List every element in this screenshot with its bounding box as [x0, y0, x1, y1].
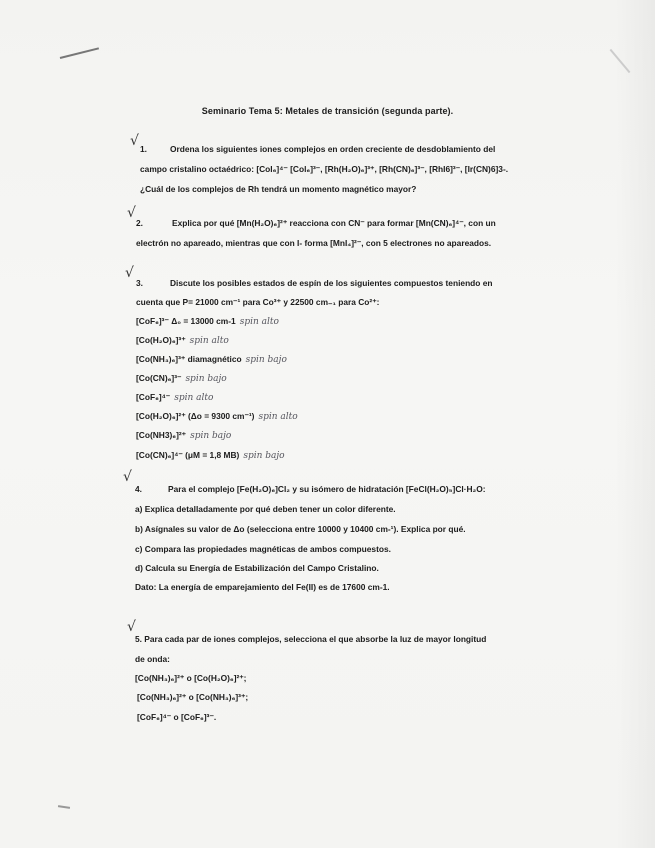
- handwritten-note: spin bajo: [245, 355, 287, 365]
- q3-line-2: cuenta que P= 21000 cm⁻¹ para Co³⁺ y 22500 cm₋₁ para Co²⁺:: [136, 297, 380, 307]
- q3-item: [136, 392, 213, 403]
- q3-item: [136, 430, 231, 441]
- q3-item-formula: [Co(H₂O)₆]³⁺: [136, 335, 186, 345]
- q4-part-d: d) Calcula su Energía de Estabilización del Campo Cristalino.: [135, 563, 379, 573]
- page-title: Seminario Tema 5: Metales de transición (segunda parte).: [201, 106, 454, 116]
- q5-pair: [Co(NH₃)₆]²⁺ o [Co(H₂O)₆]²⁺;: [135, 673, 247, 683]
- checkmark-icon: √: [127, 619, 136, 635]
- handwritten-note: spin alto: [174, 393, 214, 403]
- q3-number: 3.: [136, 278, 143, 288]
- q1-line-1: Ordena los siguientes iones complejos en orden creciente de desdoblamiento del: [170, 144, 496, 154]
- q3-item: [136, 316, 279, 327]
- q3-item-formula: [Co(NH₃)₆]³⁺ diamagnético: [136, 354, 242, 364]
- checkmark-icon: √: [130, 133, 139, 149]
- q3-item: [136, 411, 298, 422]
- handwritten-note: spin bajo: [190, 431, 232, 441]
- checkmark-icon: √: [125, 265, 134, 281]
- handwritten-note: spin bajo: [243, 451, 285, 461]
- q4-part-a: a) Explica detalladamente por qué deben tener un color diferente.: [135, 504, 396, 514]
- q3-item-formula: [Co(H₂O)₆]²⁺ (Δo = 9300 cm⁻¹): [136, 411, 255, 421]
- q5-line-2: de onda:: [135, 654, 170, 664]
- q3-item: [136, 335, 229, 346]
- q3-item: [136, 450, 285, 461]
- handwritten-note: spin alto: [258, 412, 298, 422]
- q4-data-note: Dato: La energía de emparejamiento del Fe(II) es de 17600 cm-1.: [135, 582, 390, 592]
- pen-dot-mark: [58, 805, 70, 809]
- q1-line-3: ¿Cuál de los complejos de Rh tendrá un momento magnético mayor?: [140, 184, 417, 194]
- q1-number: 1.: [140, 144, 147, 154]
- q4-part-c: c) Compara las propiedades magnéticas de ambos compuestos.: [135, 544, 391, 554]
- checkmark-icon: √: [123, 469, 132, 485]
- q4-line-1: Para el complejo [Fe(H₂O)₆]Cl₂ y su isómero de hidratación [FeCl(H₂O)₅]Cl·H₂O:: [168, 484, 486, 494]
- q4-number: 4.: [135, 484, 142, 494]
- q3-item-formula: [CoF₆]³⁻ Δ₀ = 13000 cm-1: [136, 316, 236, 326]
- q1-line-2: campo cristalino octaédrico: [CoI₆]⁴⁻ [Col₆]³⁻, [Rh(H₂O)₆]³⁺, [Rh(CN)₆]³⁻, [RhI6]³⁻, [Ir(CN)6]3-.: [140, 164, 509, 174]
- q5-pair: [CoF₆]⁴⁻ o [CoF₆]³⁻.: [137, 712, 217, 722]
- q2-number: 2.: [136, 218, 143, 228]
- handwritten-note: spin alto: [189, 336, 229, 346]
- q3-item-formula: [Co(NH3)₆]²⁺: [136, 430, 187, 440]
- q2-line-1: Explica por qué [Mn(H₂O)₆]²⁺ reacciona con CN⁻ para formar [Mn(CN)₆]⁴⁻, con un: [172, 218, 496, 228]
- q3-item-formula: [Co(CN)₆]⁴⁻ (μM = 1,8 MB): [136, 450, 240, 460]
- handwritten-note: spin bajo: [185, 374, 227, 384]
- q4-part-b: b) Asígnales su valor de Δo (selecciona entre 10000 y 10400 cm-¹). Explica por qué.: [135, 524, 466, 534]
- q3-item-formula: [Co(CN)₆]³⁻: [136, 373, 182, 383]
- q3-item: [136, 373, 227, 384]
- q2-line-2: electrón no apareado, mientras que con I- forma [MnI₄]²⁻, con 5 electrones no apareados.: [136, 238, 492, 248]
- handwritten-note: spin alto: [239, 317, 279, 327]
- page-edge-shadow: [615, 0, 655, 848]
- q3-line-1: Discute los posibles estados de espín de los siguientes compuestos teniendo en: [170, 278, 493, 288]
- q3-item-formula: [CoF₆]⁴⁻: [136, 392, 171, 402]
- q3-item: [136, 354, 287, 365]
- pen-stroke-mark: [60, 47, 99, 59]
- q5-line-1: 5. Para cada par de iones complejos, selecciona el que absorbe la luz de mayor longitud: [135, 634, 487, 644]
- q5-pair: [Co(NH₃)₆]²⁺ o [Co(NH₃)₆]³⁺;: [137, 692, 249, 702]
- checkmark-icon: √: [127, 205, 136, 221]
